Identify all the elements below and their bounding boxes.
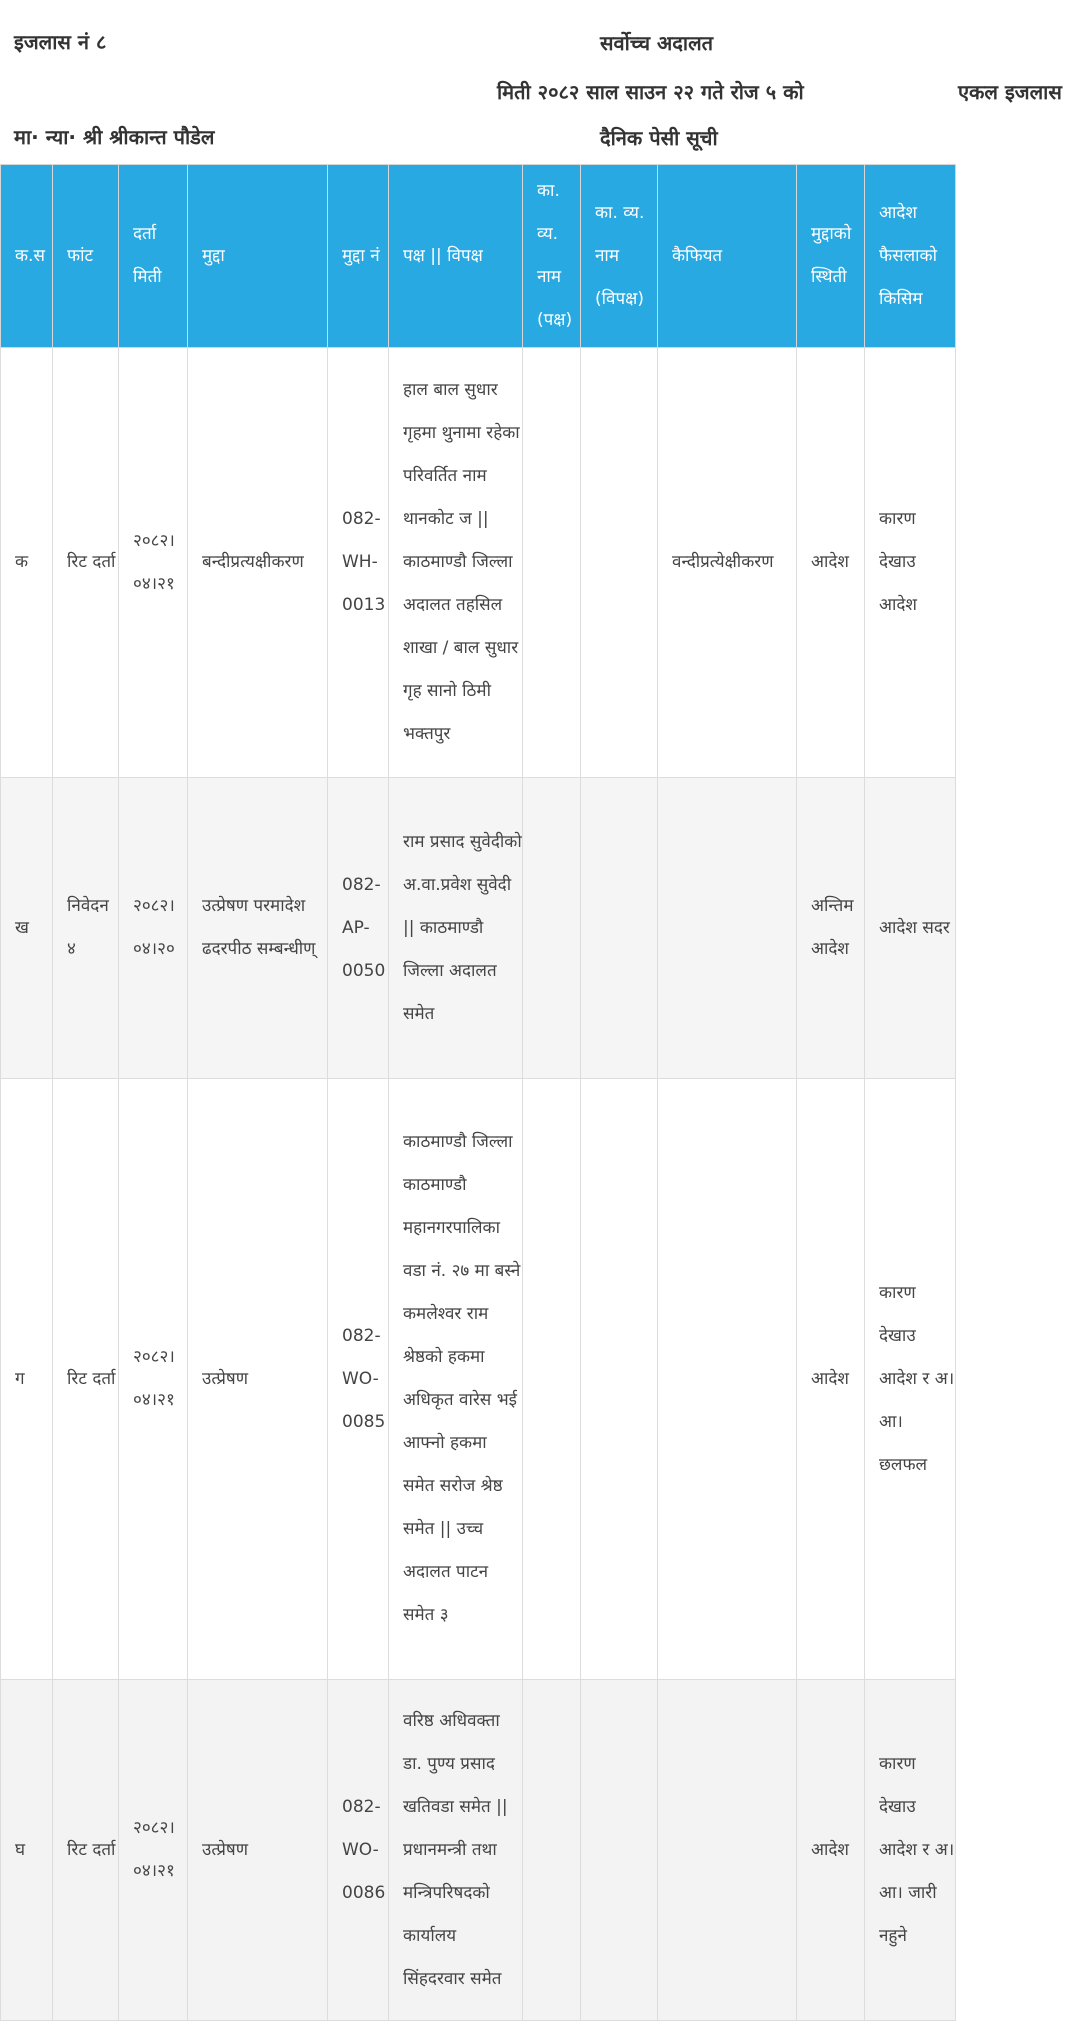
cell-lawyer-petitioner [523,1079,581,1680]
cell-serial: ग [1,1079,53,1680]
table-header-row [1,165,956,348]
cell-serial: क [1,348,53,778]
cell-status: आदेश [797,348,865,778]
col-header-serial: क.स [1,165,53,348]
col-header-parties: पक्ष || विपक्ष [389,165,523,348]
cell-order-type: कारण देखाउ आदेश [865,348,956,778]
cell-section: रिट दर्ता [53,348,119,778]
cell-reg-date: २०८२।०४।२१ [119,348,188,778]
cell-remarks [658,1079,797,1680]
cell-reg-date: २०८२।०४।२० [119,778,188,1079]
col-header-case-type: मुद्दा [188,165,328,348]
cell-reg-date: २०८२।०४।२१ [119,1079,188,1680]
cell-case-no: 082-WO-0085 [328,1079,389,1680]
list-title: दैनिक पेसी सूची [600,126,718,150]
col-header-case-no: मुद्दा नं [328,165,389,348]
cell-lawyer-respondent [581,1680,658,2021]
cell-case-type: उत्प्रेषण [188,1079,328,1680]
cell-parties: हाल बाल सुधार गृहमा थुनामा रहेका परिवर्तित नाम थानकोट ज || काठमाण्डौ जिल्ला अदालत तहसिल शाखा / बाल सुधार गृह सानो ठिमी भक्तपुर [389,348,523,778]
hearing-date: मिती २०८२ साल साउन २२ गते रोज ५ को [497,80,804,104]
col-header-reg-date: दर्ता मिती [119,165,188,348]
col-header-order-type: आदेश फैसलाको किसिम [865,165,956,348]
cell-parties: काठमाण्डौ जिल्ला काठमाण्डौ महानगरपालिका वडा नं. २७ मा बस्ने कमलेश्वर राम श्रेष्ठको हकमा अधिकृत वारेस भई आफ्नो हकमा समेत सरोज श्रेष्ठ समेत || उच्च अदालत पाटन समेत ३ [389,1079,523,1680]
table-row [1,1079,956,1680]
cell-case-no: 082-WH-0013 [328,348,389,778]
cell-reg-date: २०८२।०४।२१ [119,1680,188,2021]
cell-remarks [658,1680,797,2021]
cell-case-type: उत्प्रेषण परमादेश ढदरपीठ सम्बन्धीण् [188,778,328,1079]
col-header-remarks: कैफियत [658,165,797,348]
table-row [1,348,956,778]
cell-status: आदेश [797,1680,865,2021]
cell-case-type: उत्प्रेषण [188,1680,328,2021]
cell-lawyer-respondent [581,348,658,778]
col-header-lawyer-respondent: का. व्य. नाम (विपक्ष) [581,165,658,348]
cell-parties: वरिष्ठ अधिवक्ता डा. पुण्य प्रसाद खतिवडा समेत || प्रधानमन्त्री तथा मन्त्रिपरिषदको कार्यालय सिंहदरवार समेत [389,1680,523,2021]
cell-remarks: वन्दीप्रत्येक्षीकरण [658,348,797,778]
cell-order-type: आदेश सदर [865,778,956,1079]
cell-lawyer-respondent [581,778,658,1079]
cell-case-no: 082-AP-0050 [328,778,389,1079]
cell-section: निवेदन ४ [53,778,119,1079]
bench-number: इजलास नं ८ [14,30,107,54]
cell-remarks [658,778,797,1079]
cell-section: रिट दर्ता [53,1079,119,1680]
bench-type: एकल इजलास [958,80,1062,104]
court-name: सर्वोच्च अदालत [600,31,714,55]
cell-case-type: बन्दीप्रत्यक्षीकरण [188,348,328,778]
cell-section: रिट दर्ता [53,1680,119,2021]
cell-order-type: कारण देखाउ आदेश र अ।आ। छलफल [865,1079,956,1680]
cell-lawyer-petitioner [523,1680,581,2021]
cause-list-table [0,164,956,2021]
judge-name: मा· न्या· श्री श्रीकान्त पौडेल [14,125,215,149]
cell-order-type: कारण देखाउ आदेश र अ।आ। जारी नहुने [865,1680,956,2021]
cell-lawyer-respondent [581,1079,658,1680]
col-header-section: फांट [53,165,119,348]
cell-parties: राम प्रसाद सुवेदीको अ.वा.प्रवेश सुवेदी || काठमाण्डौ जिल्ला अदालत समेत [389,778,523,1079]
table-row [1,1680,956,2021]
cell-status: आदेश [797,1079,865,1680]
col-header-status: मुद्दाको स्थिती [797,165,865,348]
cell-serial: ख [1,778,53,1079]
cell-lawyer-petitioner [523,778,581,1079]
cell-status: अन्तिम आदेश [797,778,865,1079]
cell-serial: घ [1,1680,53,2021]
col-header-lawyer-petitioner: का. व्य. नाम (पक्ष) [523,165,581,348]
cell-case-no: 082-WO-0086 [328,1680,389,2021]
cell-lawyer-petitioner [523,348,581,778]
table-row [1,778,956,1079]
